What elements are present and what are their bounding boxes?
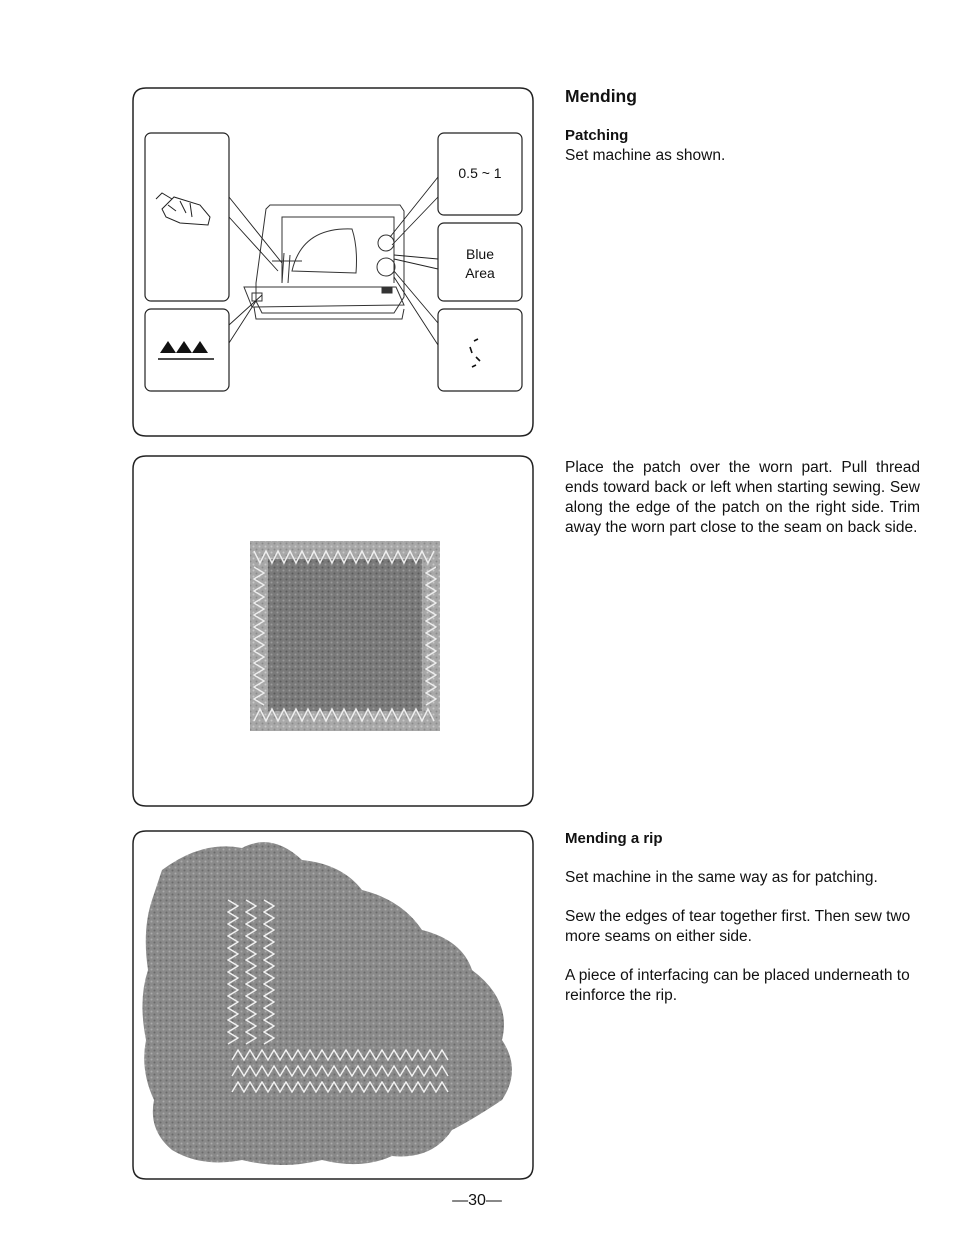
rip-heading: Mending a rip: [565, 830, 663, 847]
section-title: Mending: [565, 86, 637, 106]
patching-heading: Patching: [565, 127, 629, 144]
sewing-machine-icon: [244, 205, 404, 319]
stitch-pattern-icon: [470, 339, 480, 367]
figure-rip: [132, 830, 534, 1180]
patching-section: [565, 86, 920, 166]
figure-patch: [132, 455, 534, 807]
rip-section: [565, 829, 920, 1006]
presser-foot-icon: [156, 193, 210, 225]
patching-instructions: Place the patch over the worn part. Pull thread ends toward back or left when starting sewing. Sew along the edge of the patch on the right side. Trim away the worn part close to the seam on back side.: [565, 459, 920, 536]
rip-step-1: Sew the edges of tear together first. Then sew two more seams on either side.: [565, 908, 911, 945]
rip-setup: Set machine in the same way as for patching.: [565, 869, 878, 886]
feed-dog-up-icon: [158, 341, 214, 359]
figure-machine-setup: [132, 87, 534, 437]
rip-step-2: A piece of interfacing can be placed underneath to reinforce the rip.: [565, 967, 910, 1004]
pressure-label: Blue Area: [465, 246, 495, 281]
stitch-length-label: 0.5 ~ 1: [458, 165, 502, 181]
patching-setup: Set machine as shown.: [565, 147, 726, 164]
page-number: —30—: [452, 1192, 502, 1209]
